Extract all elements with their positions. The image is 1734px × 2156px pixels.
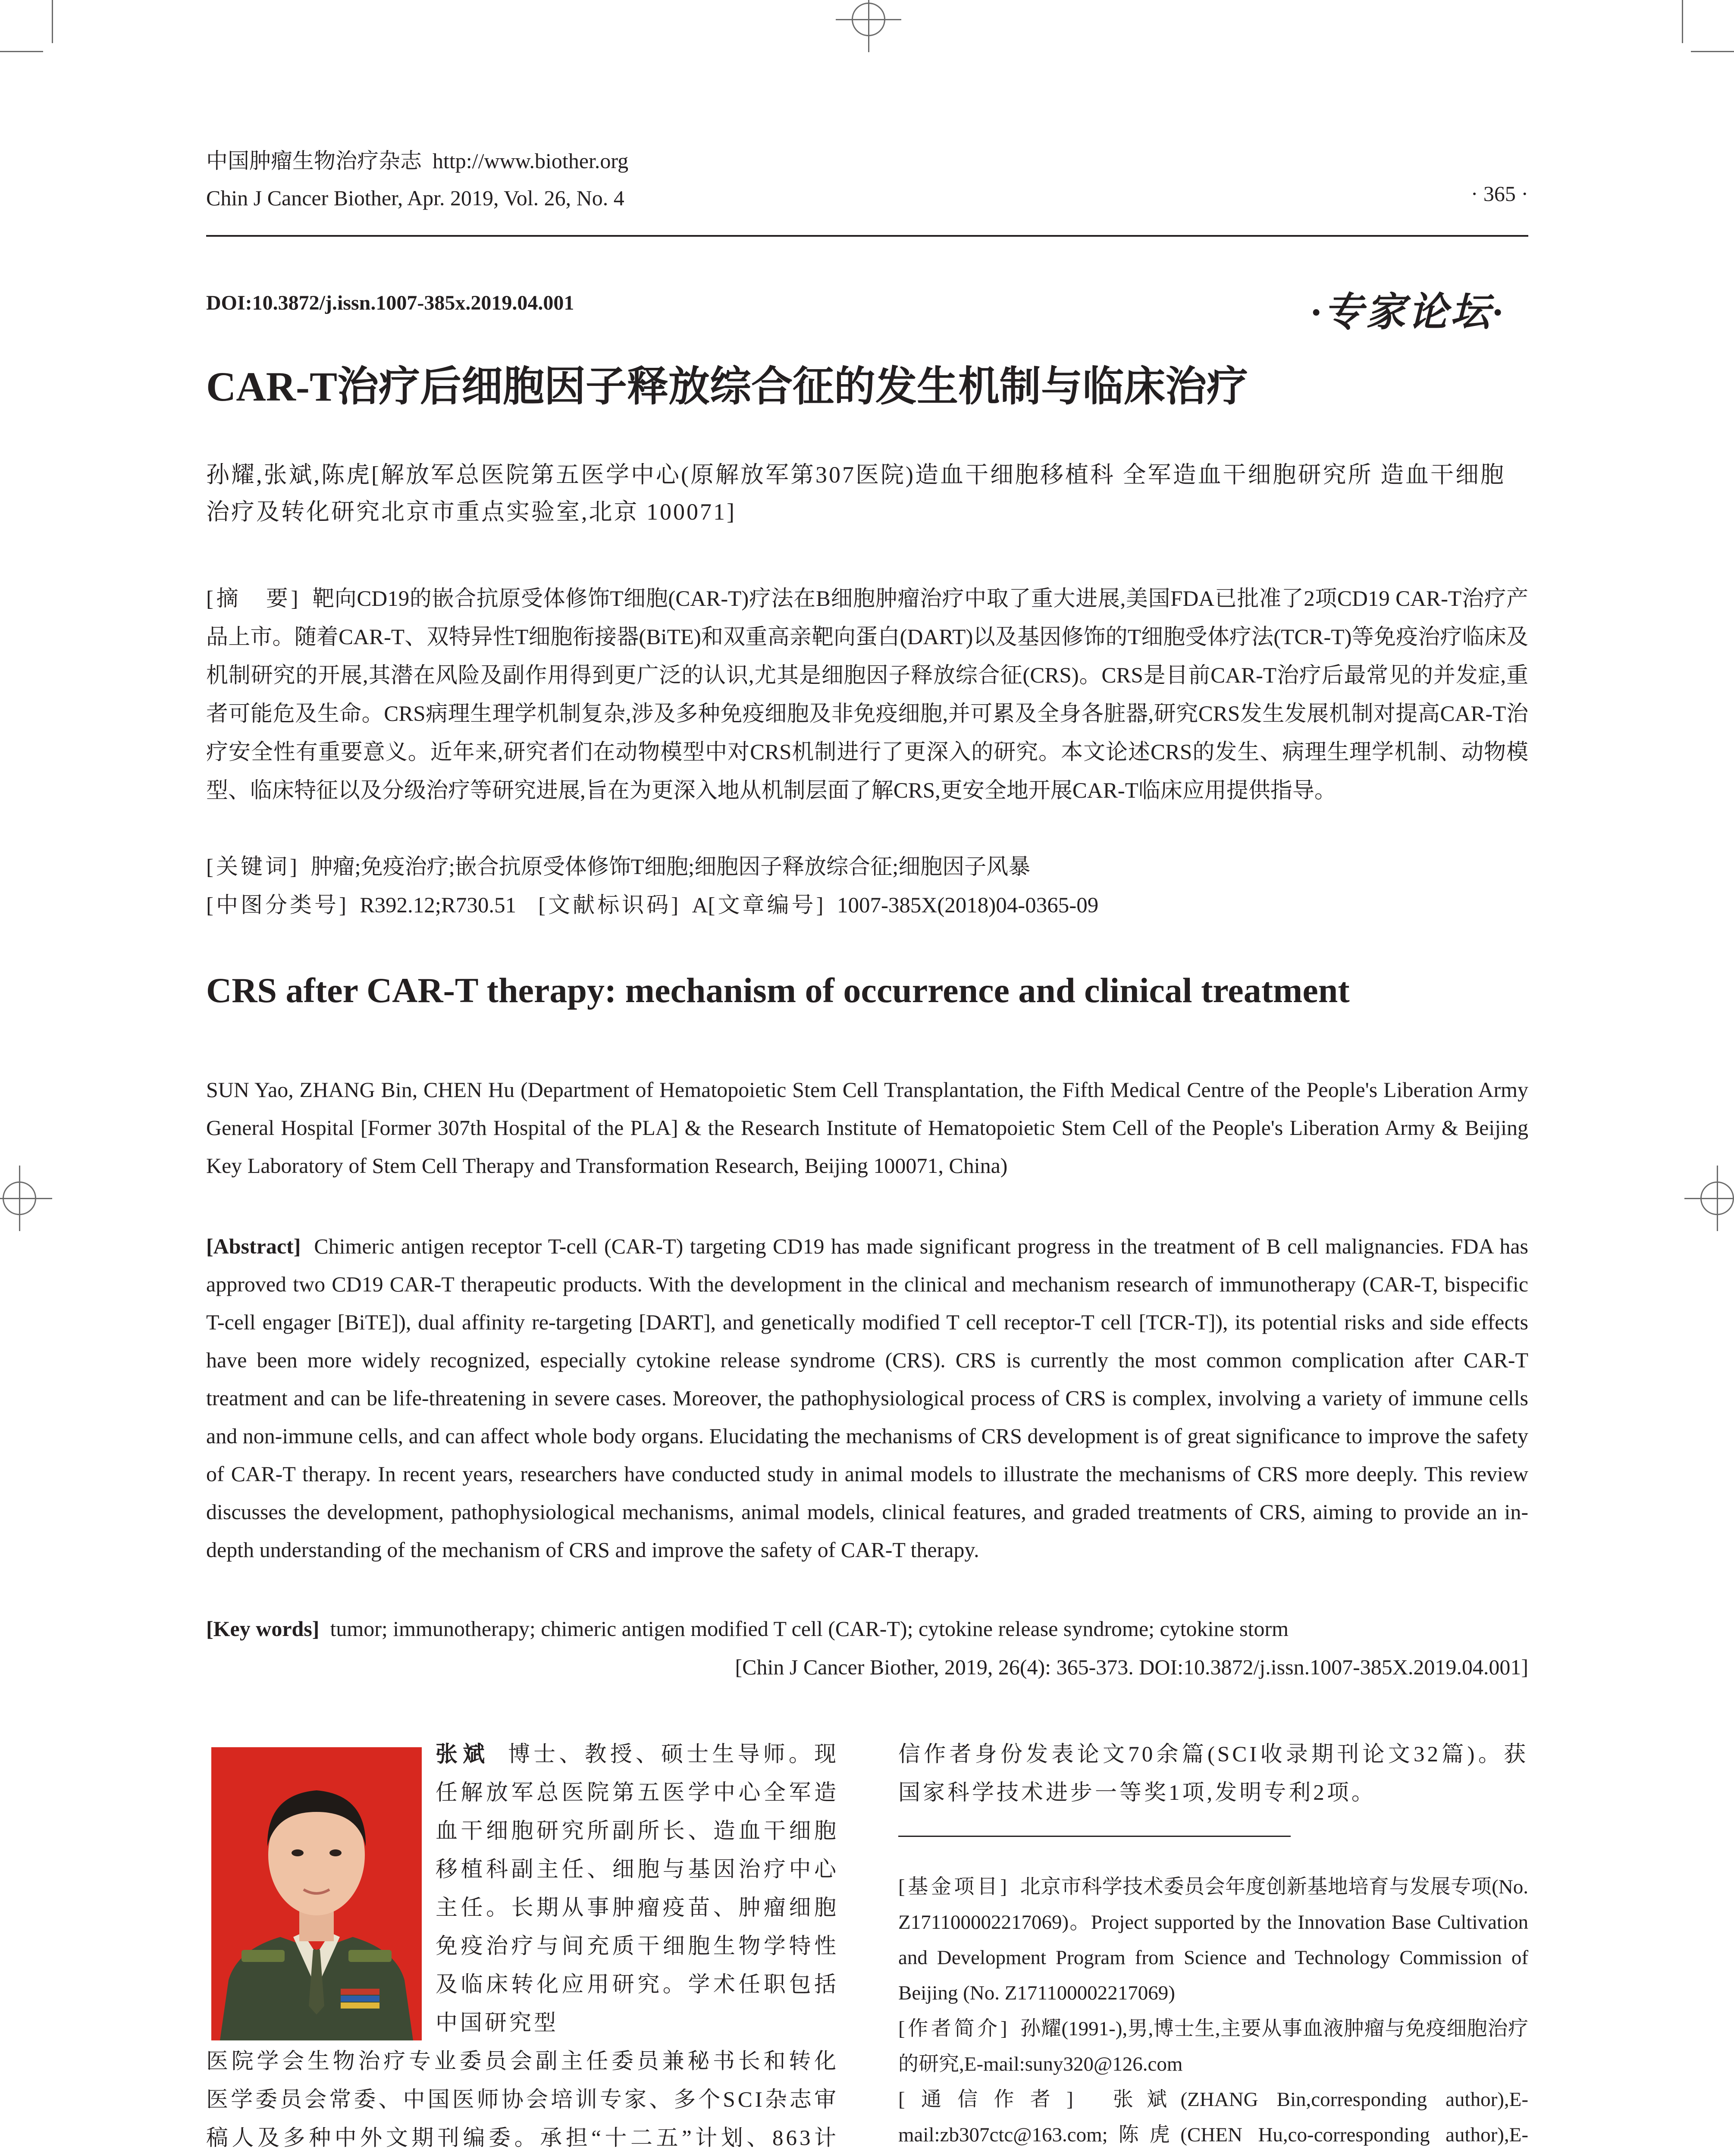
author-bio-continued: 信作者身份发表论文70余篇(SCI收录期刊论文32篇)。获国家科学技术进步一等奖1项,发明专利2项。 xyxy=(898,1742,1528,1805)
citation: [Chin J Cancer Biother, 2019, 26(4): 365-373. DOI:10.3872/j.issn.1007-385X.2019.04.001] xyxy=(735,1655,1528,1679)
journal-url[interactable]: http://www.biother.org xyxy=(433,149,629,173)
author-photo xyxy=(211,1747,422,2040)
bio-name: 张斌 xyxy=(436,1742,490,1767)
abstract-en-text: Chimeric antigen receptor T-cell (CAR-T) targeting CD19 has made significant progress in the treatment of B cell malignancies. FDA has approved two CD19 CAR-T therapeutic products. With the development in the clinical and mechanism research of immunotherapy (CAR-T, bispecific T-cell engager [BiTE]), dual affinity re-targeting [DART], and genetically modified T cell receptor-T cell [TCR-T]), its potential risks and side effects have been more widely recognized, especially cytokine release syndrome (CRS). CRS is currently the most common complication after CAR-T treatment and can be life-threatening in severe cases. Moreover, the pathophysiological process of CRS is complex, involving a variety of immune cells and non-immune cells, and can affect whole body organs. Elucidating the mechanisms of CRS development is of great significance to improve the safety of CAR-T therapy. In recent years, researchers have conducted study in animal models to illustrate the mechanisms of CRS more deeply. This review discusses the development, pathophysiological mechanisms, animal models, clinical features, and graded treatments of CRS, aiming to provide an in-depth understanding of the mechanism of CRS and improve the safety of CAR-T therapy. xyxy=(206,1234,1528,1562)
fund-text: 北京市科学技术委员会年度创新基地培育与发展专项(No. Z171100002217069)。Project supported by the Innovation Base Cultivation and Development Program from Science and Technology Commission of Beijing (No. Z171100002217069) xyxy=(898,1876,1528,2004)
keywords-cn xyxy=(206,848,1528,887)
title-en: CRS after CAR-T therapy: mechanism of occurrence and clinical treatment xyxy=(206,971,1350,1010)
clc-label: [中图分类号] xyxy=(206,893,349,918)
abstract-en xyxy=(206,1227,1528,1569)
abstract-en-label: [Abstract] xyxy=(206,1234,301,1258)
clc-value: R392.12;R730.51 xyxy=(360,893,517,918)
page-number: · 365 · xyxy=(1471,182,1528,206)
footnote-rule xyxy=(898,1836,1291,1837)
keywords-cn-text: 肿瘤;免疫治疗;嵌合抗原受体修饰T细胞;细胞因子释放综合征;细胞因子风暴 xyxy=(310,855,1031,879)
footnote-author xyxy=(898,2011,1528,2082)
authors-en: SUN Yao, ZHANG Bin, CHEN Hu (Department of Hematopoietic Stem Cell Transplantation, the Fifth Medical Centre of the People's Liberation Army General Hospital [Former 307th Hospital of the PLA] & the Research Institute of Hematopoietic Stem Cell of the People's Liberation Army & Beijing Key Laboratory of Stem Cell Therapy and Transformation Research, Beijing 100071, China) xyxy=(206,1078,1528,1178)
doc-label: [文献标识码] xyxy=(538,893,681,918)
author-intro-label: [作者简介] xyxy=(898,2018,1010,2040)
abstract-cn-text: 靶向CD19的嵌合抗原受体修饰T细胞(CAR-T)疗法在B细胞肿瘤治疗中取了重大进展,美国FDA已批准了2项CD19 CAR-T治疗产品上市。随着CAR-T、双特异性T细胞衔接器(BiTE)和双重高亲靶向蛋白(DART)以及基因修饰的T细胞受体疗法(TCR-T)等免疫治疗临床及机制研究的开展,其潜在风险及副作用得到更广泛的认识,尤其是细胞因子释放综合征(CRS)。CRS是目前CAR-T治疗后最常见的并发症,重者可能危及生命。CRS病理生理学机制复杂,涉及多种免疫细胞及非免疫细胞,并可累及全身各脏器,研究CRS发生发展机制对提高CAR-T治疗安全性有重要意义。近年来,研究者们在动物模型中对CRS机制进行了更深入的研究。本文论述CRS的发生、病理生理学机制、动物模型、临床特征以及分级治疗等研究进展,旨在为更深入地从机制层面了解CRS,更安全地开展CAR-T临床应用提供指导。 xyxy=(206,587,1528,803)
abstract-cn xyxy=(206,580,1528,810)
keywords-en-text: tumor; immunotherapy; chimeric antigen modified T cell (CAR-T); cytokine release syndrome; cytokine storm xyxy=(330,1617,1289,1641)
footnote-corresponding xyxy=(898,2082,1528,2156)
author-bio-head xyxy=(436,1736,839,2043)
keywords-en-label: [Key words] xyxy=(206,1617,320,1641)
article-value: 1007-385X(2018)04-0365-09 xyxy=(837,893,1099,918)
keywords-cn-label: [关键词] xyxy=(206,855,300,879)
registration-mark-right xyxy=(1700,1181,1734,1215)
running-header xyxy=(206,142,1241,216)
header-rule xyxy=(206,235,1528,237)
classification xyxy=(206,887,1528,925)
corresponding-label: [通信作者] xyxy=(898,2088,1076,2111)
author-intro-text: 孙耀(1991-),男,博士生,主要从事血液肿瘤与免疫细胞治疗的研究,E-mail:suny320@126.com xyxy=(898,2018,1528,2075)
registration-mark-left xyxy=(3,1181,36,1215)
journal-title-cn: 中国肿瘤生物治疗杂志 xyxy=(206,149,422,173)
author-bio-tail: 医院学会生物治疗专业委员会副主任委员兼秘书长和转化医学委员会常委、中国医师协会培训专家、多个SCI杂志审稿人及多种中外文期刊编委。承担“十二五”计划、863计 xyxy=(206,2049,839,2150)
corresponding-text: 张斌(ZHANG Bin,corresponding author),E-mail:zb307ctc@163.com;陈虎(CHEN Hu,co-corresponding author),E- xyxy=(898,2088,1529,2146)
authors-cn: 孙耀,张斌,陈虎[解放军总医院第五医学中心(原解放军第307医院)造血干细胞移植科 全军造血干细胞研究所 造血干细胞治疗及转化研究北京市重点实验室,北京 100071] xyxy=(206,462,1505,525)
journal-title-en: Chin J Cancer Biother, Apr. 2019, Vol. 26, No. 4 xyxy=(206,186,624,210)
title-cn: CAR-T治疗后细胞因子释放综合征的发生机制与临床治疗 xyxy=(206,364,1248,410)
footnote-fund xyxy=(898,1869,1528,2011)
author-portrait-icon xyxy=(211,1747,422,2040)
article-label: [文章编号] xyxy=(708,893,826,918)
registration-mark-top xyxy=(852,3,885,36)
crop-mark-top-right xyxy=(1682,0,1683,43)
crop-mark-top-left xyxy=(52,0,53,43)
fund-label: [基金项目] xyxy=(898,1876,1010,1898)
abstract-cn-label: [摘 要] xyxy=(206,587,301,611)
doc-value: A xyxy=(692,893,708,918)
bio-text-head: 博士、教授、硕士生导师。现任解放军总医院第五医学中心全军造血干细胞研究所副所长、造血干细胞移植科副主任、细胞与基因治疗中心主任。长期从事肿瘤疫苗、肿瘤细胞免疫治疗与间充质干细胞生物学特性及临床转化应用研究。学术任职包括中国研究型 xyxy=(436,1742,839,2035)
doi[interactable]: DOI:10.3872/j.issn.1007-385x.2019.04.001 xyxy=(206,291,574,314)
keywords-en xyxy=(206,1610,1528,1648)
column-tag: ·专家论坛· xyxy=(1311,290,1505,334)
crop-mark-top-left-h xyxy=(0,51,43,52)
crop-mark-top-right-h xyxy=(1691,51,1734,52)
